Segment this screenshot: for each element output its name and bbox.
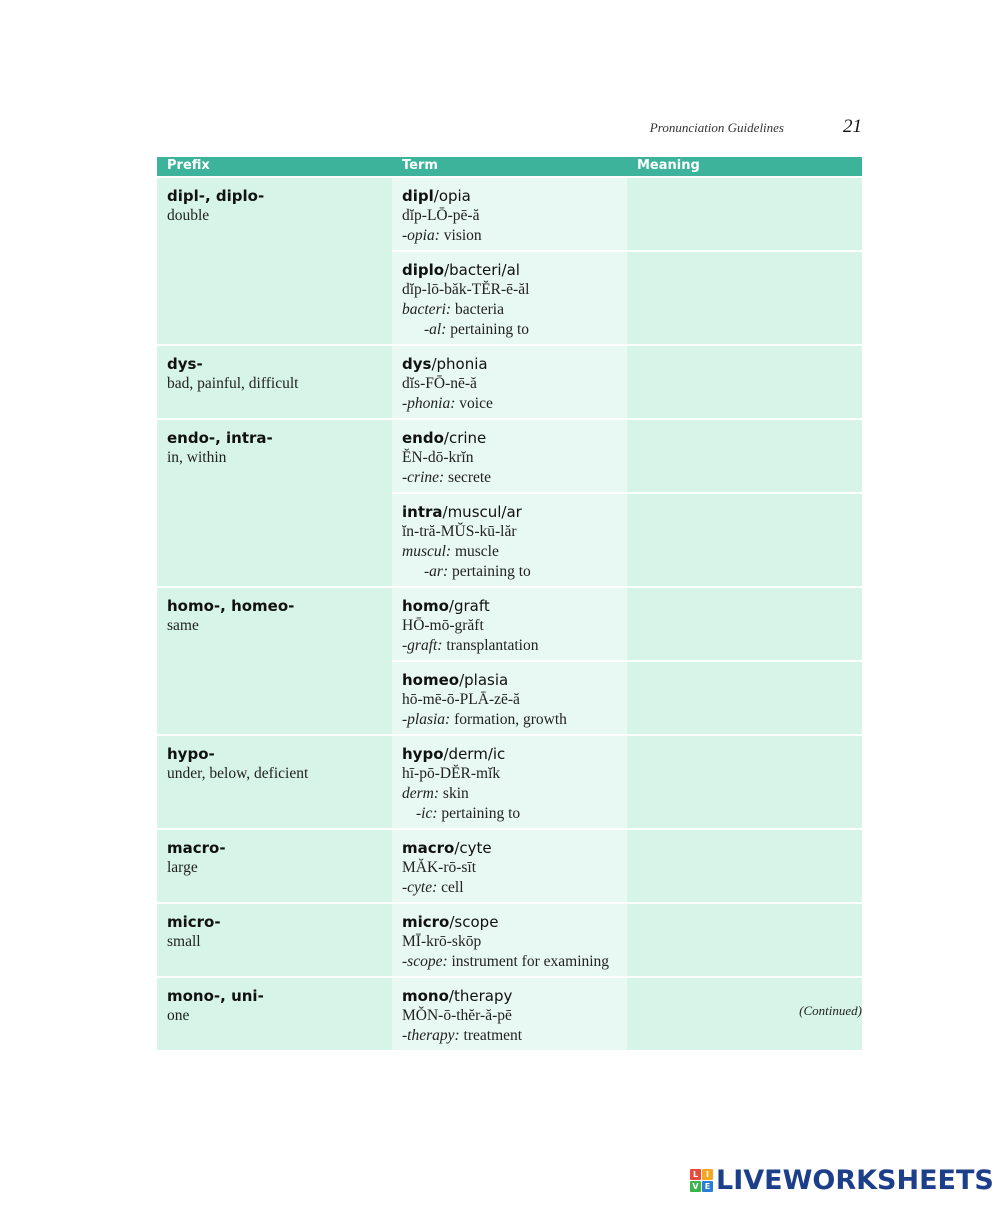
term-cell: [392, 494, 627, 586]
word-part-gloss: [402, 804, 623, 824]
term-word: [402, 186, 623, 206]
column-header-term: Term: [402, 158, 438, 173]
word-part-gloss: [402, 468, 623, 488]
prefix-name: endo-, intra-: [167, 429, 273, 447]
word-part: -al:: [424, 321, 447, 338]
word-part: -cyte:: [402, 879, 438, 896]
word-part-gloss: [402, 300, 623, 320]
term-root: mono: [402, 987, 449, 1005]
term-row: [392, 904, 862, 976]
word-part-gloss: [402, 542, 623, 562]
term-list: [392, 588, 862, 734]
table-row: [157, 346, 862, 418]
word-part: -ic:: [416, 805, 438, 822]
term-cell: [392, 252, 627, 344]
term-root: hypo: [402, 745, 444, 763]
prefix-name: dipl-, diplo-: [167, 187, 265, 205]
term-word: [402, 838, 623, 858]
term-list: [392, 736, 862, 828]
term-word: [402, 670, 623, 690]
meaning-cell[interactable]: [627, 662, 862, 734]
term-suffix: /bacteri/al: [444, 261, 520, 279]
term-root: dipl: [402, 187, 434, 205]
prefix-cell: [157, 904, 392, 976]
word-part-gloss: [402, 784, 623, 804]
word-part-meaning: instrument for examining: [447, 953, 610, 970]
meaning-cell[interactable]: [627, 420, 862, 492]
term-list: [392, 346, 862, 418]
term-word: [402, 744, 623, 764]
word-part-meaning: pertaining to: [437, 805, 521, 822]
term-cell: [392, 178, 627, 250]
prefix-name: mono-, uni-: [167, 987, 264, 1005]
table-row: [157, 830, 862, 902]
word-part-meaning: voice: [455, 395, 493, 412]
meaning-cell[interactable]: [627, 346, 862, 418]
word-part-gloss: [402, 1026, 623, 1046]
prefix-definition: bad, painful, difficult: [167, 375, 299, 392]
term-root: intra: [402, 503, 443, 521]
prefix-name: homo-, homeo-: [167, 597, 295, 615]
term-pronunciation: dĭp-LŌ-pē-ă: [402, 207, 480, 224]
table-row: [157, 978, 862, 1050]
term-suffix: /phonia: [431, 355, 488, 373]
term-list: [392, 978, 862, 1050]
word-part-gloss: [402, 320, 623, 340]
term-list: [392, 420, 862, 586]
term-suffix: /cyte: [454, 839, 492, 857]
term-pronunciation: MŎN-ō-thĕr-ă-pē: [402, 1007, 512, 1024]
term-pronunciation: HŌ-mō-grăft: [402, 617, 484, 634]
column-header-meaning: Meaning: [637, 158, 700, 173]
meaning-cell[interactable]: [627, 178, 862, 250]
term-suffix: /opia: [433, 187, 471, 205]
term-suffix: /graft: [448, 597, 490, 615]
term-cell: [392, 346, 627, 418]
word-part-meaning: formation, growth: [450, 711, 567, 728]
logo-wordmark: LIVEWORKSHEETS: [716, 1164, 994, 1196]
term-word: [402, 502, 623, 522]
word-part-gloss: [402, 878, 623, 898]
prefix-definition: large: [167, 859, 198, 876]
term-row: [392, 736, 862, 828]
term-pronunciation: MĪ-krō-skōp: [402, 933, 482, 950]
term-suffix: /muscul/ar: [442, 503, 522, 521]
continued-note: (Continued): [799, 1003, 862, 1018]
term-word: [402, 428, 623, 448]
meaning-cell[interactable]: [627, 494, 862, 586]
term-row: [392, 178, 862, 250]
term-root: diplo: [402, 261, 445, 279]
meaning-cell[interactable]: [627, 588, 862, 660]
term-root: homo: [402, 597, 449, 615]
section-title: Pronunciation Guidelines: [649, 120, 784, 135]
word-part-meaning: pertaining to: [446, 321, 530, 338]
column-header-prefix: Prefix: [167, 158, 210, 173]
word-part: -plasia:: [402, 711, 451, 728]
term-word: [402, 354, 623, 374]
prefix-cell: [157, 736, 392, 828]
word-part-meaning: transplantation: [442, 637, 539, 654]
term-suffix: /crine: [443, 429, 487, 447]
term-pronunciation: MĂK-rō-sīt: [402, 859, 477, 876]
word-part-meaning: cell: [437, 879, 464, 896]
word-part-gloss: [402, 710, 623, 730]
term-root: macro: [402, 839, 455, 857]
term-pronunciation: dĭp-lō-băk-TĔR-ē-ăl: [402, 281, 530, 298]
word-part-gloss: [402, 952, 623, 972]
word-part-gloss: [402, 394, 623, 414]
term-word: [402, 986, 623, 1006]
meaning-cell[interactable]: [627, 252, 862, 344]
prefix-definition: one: [167, 1007, 190, 1024]
prefix-name: hypo-: [167, 745, 215, 763]
meaning-cell[interactable]: [627, 904, 862, 976]
logo-block: I: [702, 1169, 713, 1180]
term-word: [402, 260, 623, 280]
term-row: [392, 588, 862, 660]
table-row: [157, 588, 862, 734]
term-row: [392, 494, 862, 586]
table-row: [157, 420, 862, 586]
prefix-table: [157, 157, 862, 1050]
term-cell: [392, 830, 627, 902]
term-cell: [392, 662, 627, 734]
prefix-definition: small: [167, 933, 201, 950]
word-part: -therapy:: [402, 1027, 460, 1044]
prefix-name: macro-: [167, 839, 226, 857]
word-part-meaning: vision: [439, 227, 482, 244]
word-part-meaning: pertaining to: [448, 563, 531, 580]
term-root: dys: [402, 355, 432, 373]
term-word: [402, 596, 623, 616]
page-header: [0, 116, 862, 138]
term-root: endo: [402, 429, 444, 447]
logo-block: V: [690, 1181, 701, 1192]
term-pronunciation: hī-pō-DĔR-mĭk: [402, 765, 501, 782]
prefix-cell: [157, 978, 392, 1050]
word-part: bacteri:: [402, 301, 452, 318]
term-cell: [392, 904, 627, 976]
term-root: micro: [402, 913, 450, 931]
table-row: [157, 178, 862, 344]
table-body: [157, 178, 862, 1050]
table-row: [157, 904, 862, 976]
term-row: [392, 346, 862, 418]
term-pronunciation: ĭn-tră-MŬS-kū-lăr: [402, 523, 517, 540]
word-part-meaning: treatment: [459, 1027, 523, 1044]
word-part: -opia:: [402, 227, 440, 244]
term-row: [392, 420, 862, 492]
word-part-gloss: [402, 226, 623, 246]
term-word: [402, 912, 623, 932]
meaning-cell[interactable]: [627, 736, 862, 828]
prefix-cell: [157, 588, 392, 734]
word-part: muscul:: [402, 543, 452, 560]
term-list: [392, 178, 862, 344]
term-pronunciation: hō-mē-ō-PLĀ-zē-ă: [402, 691, 520, 708]
word-part: -graft:: [402, 637, 443, 654]
prefix-cell: [157, 420, 392, 586]
word-part-gloss: [402, 562, 623, 582]
term-suffix: /scope: [449, 913, 499, 931]
term-suffix: /therapy: [448, 987, 513, 1005]
table-row: [157, 736, 862, 828]
prefix-definition: same: [167, 617, 199, 634]
table-header: [157, 157, 862, 176]
word-part-gloss: [402, 636, 623, 656]
word-part: -crine:: [402, 469, 445, 486]
term-row: [392, 978, 862, 1050]
term-row: [392, 830, 862, 902]
term-list: [392, 830, 862, 902]
term-suffix: /derm/ic: [443, 745, 506, 763]
prefix-name: micro-: [167, 913, 221, 931]
term-pronunciation: dĭs-FŌ-nē-ă: [402, 375, 477, 392]
word-part-meaning: skin: [439, 785, 469, 802]
meaning-cell[interactable]: [627, 830, 862, 902]
logo-blocks: [690, 1169, 713, 1192]
prefix-cell: [157, 830, 392, 902]
page-number: 21: [843, 116, 862, 137]
term-suffix: /plasia: [459, 671, 509, 689]
liveworksheets-logo: [690, 1163, 994, 1197]
term-list: [392, 904, 862, 976]
term-cell: [392, 588, 627, 660]
prefix-name: dys-: [167, 355, 203, 373]
prefix-cell: [157, 346, 392, 418]
term-cell: [392, 420, 627, 492]
term-row: [392, 252, 862, 344]
prefix-definition: under, below, deficient: [167, 765, 309, 782]
word-part-meaning: bacteria: [451, 301, 504, 318]
term-row: [392, 662, 862, 734]
term-cell: [392, 736, 627, 828]
logo-block: L: [690, 1169, 701, 1180]
term-pronunciation: ĔN-dō-krĭn: [402, 449, 474, 466]
term-root: homeo: [402, 671, 460, 689]
word-part: -scope:: [402, 953, 448, 970]
word-part-meaning: secrete: [444, 469, 492, 486]
word-part: -phonia:: [402, 395, 456, 412]
word-part: -ar:: [424, 563, 449, 580]
term-cell: [392, 978, 627, 1050]
prefix-cell: [157, 178, 392, 344]
prefix-definition: double: [167, 207, 210, 224]
word-part-meaning: muscle: [451, 543, 499, 560]
word-part: derm:: [402, 785, 440, 802]
logo-block: E: [702, 1181, 713, 1192]
prefix-definition: in, within: [167, 449, 227, 466]
